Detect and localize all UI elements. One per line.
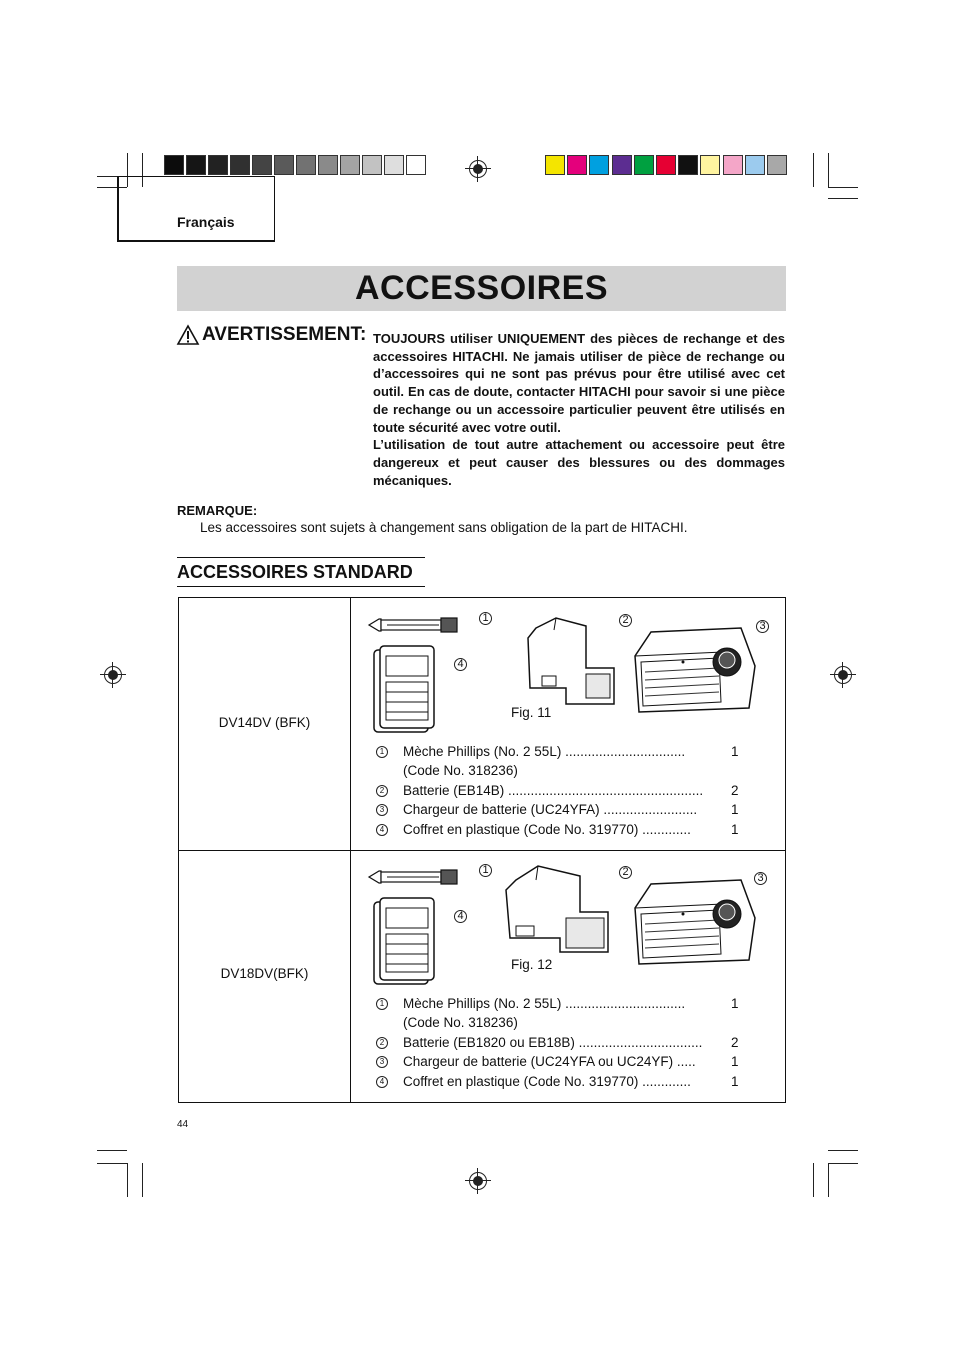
- warning-paragraph-2: L’utilisation de tout autre attachement ou accessoire peut être dangereux et peut causer des blessures ou des dommages mécaniques.: [373, 437, 785, 488]
- color-swatch: [678, 155, 698, 175]
- item-description: (Code No. 318236): [403, 763, 518, 779]
- item-number: 1: [376, 746, 388, 758]
- grey-swatch: [340, 155, 360, 175]
- item-description: Coffret en plastique (Code No. 319770) .............: [403, 821, 691, 837]
- battery-charger-icon: [631, 626, 759, 716]
- color-swatch: [567, 155, 587, 175]
- remark-text: Les accessoires sont sujets à changement sans obligation de la part de HITACHI.: [200, 520, 688, 535]
- callout-4: 4: [454, 910, 467, 923]
- accessory-item: [376, 1033, 776, 1052]
- item-number: 4: [376, 824, 388, 836]
- registration-mark-bottom: [469, 1172, 487, 1190]
- registration-mark-right: [834, 666, 852, 684]
- item-quantity: 1: [731, 996, 739, 1011]
- accessory-item: [376, 781, 776, 800]
- grey-swatch: [384, 155, 404, 175]
- grey-swatch: [362, 155, 382, 175]
- color-swatch: [745, 155, 765, 175]
- grey-swatch: [296, 155, 316, 175]
- model-name-1: DV14DV (BFK): [218, 715, 311, 730]
- item-description: Batterie (EB14B) ....................................................: [403, 782, 704, 798]
- accessory-item: [376, 742, 776, 761]
- callout-3: 3: [754, 872, 767, 885]
- item-description: Chargeur de batterie (UC24YFA ou UC24YF) .....: [403, 1054, 696, 1070]
- grey-swatch: [406, 155, 426, 175]
- warning-label: AVERTISSEMENT:: [202, 324, 367, 345]
- plastic-case-icon: [372, 898, 436, 988]
- warning-paragraph-1: TOUJOURS utiliser UNIQUEMENT des pièces de rechange et des accessoires HITACHI. Ne jamais utiliser de pièce de rechange ou d’accessoires qui ne sont pas prévus pour être utilisé avec cet outil. En cas de doute, contacter HITACHI pour savoir si une pièce de rechange ou un accessoire particulier peuvent être utilisés en toute sécurité avec votre outil.: [373, 331, 785, 435]
- callout-4: 4: [454, 658, 467, 671]
- item-number: 3: [376, 804, 388, 816]
- figure-label-2: Fig. 12: [511, 957, 553, 972]
- standard-accessories-heading: [177, 557, 425, 587]
- accessory-list-2: [376, 994, 776, 1091]
- plastic-case-icon: [372, 646, 436, 736]
- callout-1: 1: [479, 612, 492, 625]
- color-swatch: [656, 155, 676, 175]
- item-number: 4: [376, 1076, 388, 1088]
- language-tab: [117, 176, 275, 242]
- item-quantity: 1: [731, 821, 739, 837]
- color-swatch: [723, 155, 743, 175]
- page-title: ACCESSOIRES: [355, 269, 608, 307]
- grey-swatch: [208, 155, 228, 175]
- item-description: Batterie (EB1820 ou EB18B) .................................: [403, 1034, 703, 1050]
- accessory-list-1: [376, 742, 776, 839]
- color-swatch: [545, 155, 565, 175]
- grey-swatch: [230, 155, 250, 175]
- remark-title: REMARQUE:: [177, 503, 258, 518]
- item-number: 2: [376, 785, 388, 797]
- warning-text: [373, 330, 785, 489]
- registration-mark-top: [469, 160, 487, 178]
- grey-swatch: [252, 155, 272, 175]
- color-swatch: [700, 155, 720, 175]
- model-name-2: DV18DV(BFK): [220, 966, 309, 981]
- grey-swatch: [164, 155, 184, 175]
- callout-2: 2: [619, 866, 632, 879]
- accessory-item: [376, 1052, 776, 1071]
- battery-icon: [504, 866, 614, 958]
- page-title-bar: [177, 266, 786, 311]
- warning-triangle-icon: [177, 325, 199, 345]
- page-number: 44: [177, 1119, 189, 1130]
- item-quantity: 1: [731, 1054, 739, 1070]
- item-number: 1: [376, 998, 388, 1010]
- item-description: Mèche Phillips (No. 2 55L) ................................: [403, 744, 686, 759]
- callout-3: 3: [756, 620, 769, 633]
- item-quantity: 1: [731, 1073, 739, 1089]
- screwdriver-bit-icon: [369, 616, 469, 634]
- figure-label-1: Fig. 11: [511, 705, 552, 720]
- item-description: Mèche Phillips (No. 2 55L) ................................: [403, 996, 686, 1011]
- screwdriver-bit-icon: [369, 868, 469, 886]
- registration-mark-left: [104, 666, 122, 684]
- accessories-table: [178, 597, 786, 1103]
- item-quantity: 1: [731, 802, 739, 818]
- item-number: 3: [376, 1056, 388, 1068]
- language-label: Français: [177, 214, 235, 230]
- warning-heading: [177, 324, 366, 346]
- item-quantity: 1: [731, 744, 739, 759]
- color-swatch: [634, 155, 654, 175]
- item-description: (Code No. 318236): [403, 1015, 518, 1031]
- color-swatch: [767, 155, 787, 175]
- color-swatch: [589, 155, 609, 175]
- accessory-item: [376, 761, 776, 780]
- battery-icon: [526, 618, 622, 708]
- battery-charger-icon: [631, 878, 759, 968]
- callout-2: 2: [619, 614, 632, 627]
- item-description: Coffret en plastique (Code No. 319770) .............: [403, 1073, 691, 1089]
- accessory-item: [376, 820, 776, 839]
- standard-accessories-title: ACCESSOIRES STANDARD: [177, 562, 413, 582]
- item-number: 2: [376, 1037, 388, 1049]
- accessory-item: [376, 1072, 776, 1091]
- callout-1: 1: [479, 864, 492, 877]
- color-swatch: [612, 155, 632, 175]
- accessory-item: [376, 800, 776, 819]
- accessory-item: [376, 1013, 776, 1032]
- accessory-item: [376, 994, 776, 1013]
- grey-swatch: [274, 155, 294, 175]
- grey-swatch: [186, 155, 206, 175]
- item-quantity: 2: [731, 1034, 739, 1050]
- item-quantity: 2: [731, 782, 739, 798]
- item-description: Chargeur de batterie (UC24YFA) .........................: [403, 802, 698, 818]
- grey-swatch: [318, 155, 338, 175]
